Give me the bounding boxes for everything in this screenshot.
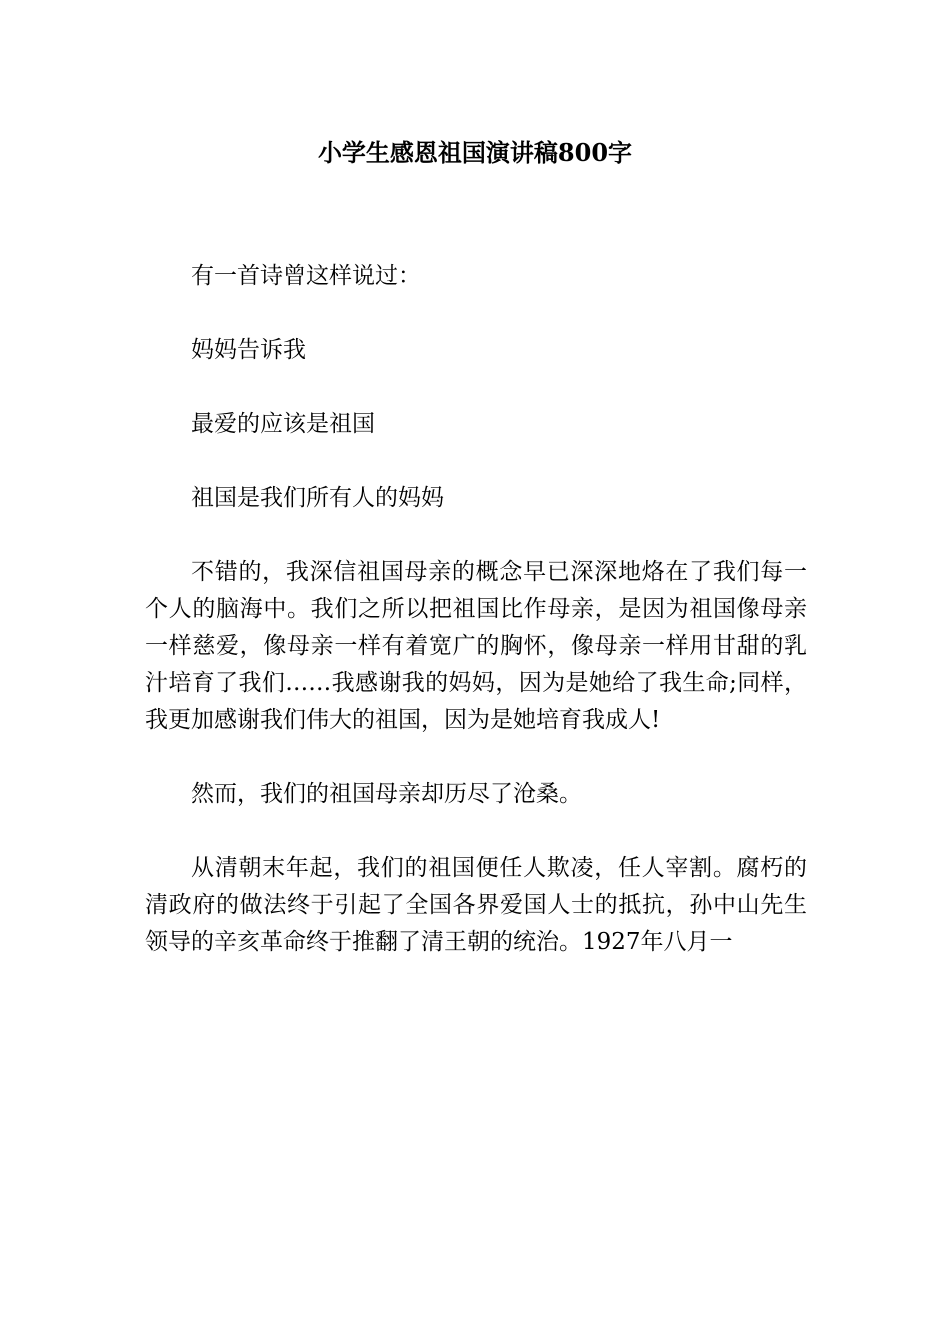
paragraph-history: 从清朝末年起，我们的祖国便任人欺凌，任人宰割。腐朽的清政府的做法终于引起了全国各界爱国人士的抵抗，孙中山先生领导的辛亥革命终于推翻了清王朝的统治。1927年八月一 xyxy=(145,855,807,955)
paragraph-poem-line-1: 妈妈告诉我 xyxy=(191,337,306,363)
document-title: 小学生感恩祖国演讲稿800字 xyxy=(317,138,633,167)
paragraph-poem-line-2: 最爱的应该是祖国 xyxy=(191,411,375,437)
paragraph-poem-intro: 有一首诗曾这样说过： xyxy=(191,263,421,289)
paragraph-motherland-mother: 不错的，我深信祖国母亲的概念早已深深地烙在了我们每一个人的脑海中。我们之所以把祖国比作母亲，是因为祖国像母亲一样慈爱，像母亲一样有着宽广的胸怀，像母亲一样用甘甜的乳汁培育了我们……我感谢我的妈妈，因为是她给了我生命;同样，我更加感谢我们伟大的祖国，因为是她培育我成人! xyxy=(145,559,807,733)
paragraph-poem-line-3: 祖国是我们所有人的妈妈 xyxy=(191,485,444,511)
document-body xyxy=(145,258,807,998)
paragraph-hardships: 然而，我们的祖国母亲却历尽了沧桑。 xyxy=(191,781,582,807)
